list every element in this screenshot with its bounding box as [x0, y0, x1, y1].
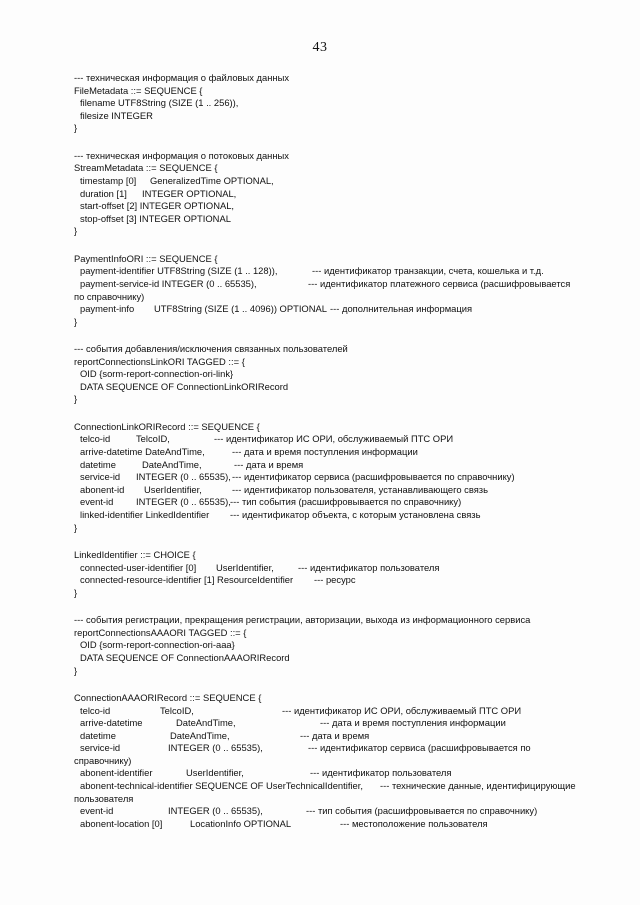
code-line: [74, 509, 594, 522]
code-text: service-id: [80, 471, 121, 483]
code-line: [74, 522, 594, 535]
code-line: [74, 421, 594, 434]
comment-text: --- идентификатор ИС ОРИ, обслуживаемый ПТС ОРИ: [282, 704, 522, 716]
comment-text: --- идентификатор сервиса (расшифровывается по справочнику): [232, 471, 515, 483]
comment-text: --- идентификатор платежного сервиса (расшифровывается: [308, 277, 571, 289]
code-text: TelcoID,: [160, 704, 194, 716]
comment-text: --- техническая информация о файловых данных: [74, 72, 290, 83]
code-text: DATA SEQUENCE OF ConnectionLinkORIRecord: [80, 380, 289, 392]
code-line: [74, 484, 594, 497]
comment-text: --- местоположение пользователя: [340, 817, 488, 829]
code-text: start-offset [2] INTEGER OPTIONAL,: [80, 200, 235, 212]
code-text: }: [74, 122, 78, 134]
code-text: }: [74, 664, 78, 676]
code-text: reportConnectionsLinkORI TAGGED ::= {: [74, 355, 245, 367]
code-line: [74, 446, 594, 459]
code-line: [74, 818, 594, 831]
code-line: [74, 755, 594, 768]
code-line: [74, 574, 594, 587]
code-text: datetime: [80, 729, 116, 741]
code-line: [74, 303, 594, 316]
code-text: PaymentInfoORI ::= SEQUENCE {: [74, 252, 218, 264]
code-line: [74, 496, 594, 509]
comment-text: --- тип события (расшифровывается по справочнику): [306, 805, 538, 817]
code-text: }: [74, 393, 78, 405]
block-gap: [74, 406, 594, 421]
code-line: [74, 85, 594, 98]
code-text: OID {sorm-report-connection-ori-aaa}: [80, 639, 235, 651]
comment-text: --- дата и время поступления информации: [320, 717, 506, 729]
comment-text: --- техническая информация о потоковых данных: [74, 149, 289, 161]
block-gap: [74, 677, 594, 692]
code-text: UserIdentifier,: [216, 561, 274, 573]
comment-text: --- дополнительная информация: [330, 303, 473, 315]
block-gap: [74, 238, 594, 253]
comment-text: --- идентификатор пользователя, устанавливающего связь: [232, 483, 488, 495]
code-text: timestamp [0]: [80, 174, 137, 186]
code-text: payment-info: [80, 303, 135, 315]
code-line: [74, 200, 594, 213]
code-line: [74, 717, 594, 730]
code-line: [74, 459, 594, 472]
code-text: datetime: [80, 458, 116, 470]
code-line: [74, 471, 594, 484]
code-text: service-id: [80, 742, 121, 754]
code-line: [74, 742, 594, 755]
code-line: [74, 562, 594, 575]
code-text: }: [74, 521, 78, 533]
code-text: StreamMetadata ::= SEQUENCE {: [74, 162, 218, 174]
code-line: [74, 793, 594, 806]
comment-text: --- технические данные, идентифицирующие: [380, 780, 576, 792]
code-line: [74, 110, 594, 123]
code-text: справочнику): [74, 754, 132, 766]
code-text: }: [74, 586, 78, 598]
code-line: [74, 316, 594, 329]
code-text: payment-service-id INTEGER (0 .. 65535),: [80, 277, 257, 289]
comment-text: --- тип события (расшифровывается по справочнику): [230, 496, 462, 508]
code-text: DateAndTime,: [170, 729, 230, 741]
code-line: [74, 265, 594, 278]
code-text: abonent-id: [80, 483, 125, 495]
code-line: [74, 253, 594, 266]
code-line: [74, 627, 594, 640]
code-text: INTEGER (0 .. 65535),: [168, 742, 263, 754]
code-text: telco-id: [80, 704, 111, 716]
code-text: LinkedIdentifier ::= CHOICE {: [74, 548, 196, 560]
code-line: [74, 639, 594, 652]
code-line: [74, 150, 594, 163]
comment-text: --- идентификатор объекта, с которым установлена связь: [230, 509, 481, 520]
code-line: [74, 780, 594, 793]
code-line: [74, 291, 594, 304]
code-text: OID {sorm-report-connection-ori-link}: [80, 368, 234, 380]
code-line: [74, 705, 594, 718]
code-text: filesize INTEGER: [80, 109, 153, 121]
comment-text: --- дата и время: [234, 458, 304, 470]
code-line: [74, 433, 594, 446]
code-line: [74, 225, 594, 238]
code-line: [74, 162, 594, 175]
code-line: [74, 343, 594, 356]
code-line: [74, 767, 594, 780]
code-line: [74, 805, 594, 818]
code-line: [74, 614, 594, 627]
block-gap: [74, 135, 594, 150]
code-text: DateAndTime,: [142, 458, 202, 470]
code-line: [74, 692, 594, 705]
comment-text: --- ресурс: [314, 574, 356, 586]
code-text: по справочнику): [74, 290, 145, 302]
comment-text: --- идентификатор транзакции, счета, кошелька и т.д.: [312, 265, 544, 277]
comment-text: --- события добавления/исключения связанных пользователей: [74, 343, 348, 355]
code-text: arrive-datetime DateAndTime,: [80, 446, 205, 458]
comment-text: --- дата и время: [300, 729, 370, 741]
comment-text: --- дата и время поступления информации: [232, 446, 418, 458]
comment-text: --- события регистрации, прекращения регистрации, авторизации, выхода из информационного сервиса: [74, 614, 531, 626]
code-line: [74, 72, 594, 85]
code-text: INTEGER (0 .. 65535),: [136, 496, 231, 508]
code-text: filename UTF8String (SIZE (1 .. 256)),: [80, 97, 239, 109]
code-text: пользователя: [74, 792, 134, 804]
code-line: [74, 549, 594, 562]
page-number: 43: [312, 40, 328, 55]
code-line: [74, 97, 594, 110]
code-line: [74, 213, 594, 226]
code-text: DateAndTime,: [176, 717, 236, 729]
code-line: [74, 356, 594, 369]
code-text: }: [74, 315, 78, 327]
code-text: FileMetadata ::= SEQUENCE {: [74, 84, 203, 96]
code-line: [74, 278, 594, 291]
code-text: reportConnectionsAAAORI TAGGED ::= {: [74, 626, 247, 638]
code-text: TelcoID,: [136, 433, 170, 445]
code-text: connected-user-identifier [0]: [80, 561, 197, 573]
comment-text: --- идентификатор пользователя: [310, 767, 452, 779]
code-text: abonent-technical-identifier SEQUENCE OF UserTechnicalIdentifier,: [80, 780, 363, 792]
code-text: abonent-location [0]: [80, 817, 163, 829]
code-line: [74, 175, 594, 188]
code-text: linked-identifier LinkedIdentifier: [80, 509, 210, 520]
code-text: LocationInfo OPTIONAL: [190, 817, 292, 829]
code-line: [74, 730, 594, 743]
code-line: [74, 188, 594, 201]
code-line: [74, 381, 594, 394]
code-text: abonent-identifier: [80, 767, 153, 779]
code-text: stop-offset [3] INTEGER OPTIONAL: [80, 212, 231, 224]
comment-text: --- идентификатор сервиса (расшифровывается по: [308, 742, 531, 754]
code-text: event-id: [80, 805, 114, 817]
code-text: duration [1]: [80, 187, 127, 199]
code-line: [74, 122, 594, 135]
code-text: UserIdentifier,: [144, 483, 202, 495]
code-text: UTF8String (SIZE (1 .. 4096)) OPTIONAL: [154, 303, 327, 315]
block-gap: [74, 534, 594, 549]
asn1-listing: [74, 72, 594, 830]
block-gap: [74, 328, 594, 343]
code-text: ConnectionLinkORIRecord ::= SEQUENCE {: [74, 420, 260, 432]
code-line: [74, 652, 594, 665]
code-text: INTEGER (0 .. 65535),: [168, 805, 263, 817]
code-text: }: [74, 225, 78, 237]
code-text: INTEGER (0 .. 65535),: [136, 471, 231, 483]
code-text: GeneralizedTime OPTIONAL,: [150, 174, 274, 186]
block-gap: [74, 599, 594, 614]
code-text: INTEGER OPTIONAL,: [142, 187, 237, 199]
code-text: connected-resource-identifier [1] ResourceIdentifier: [80, 574, 294, 586]
comment-text: --- идентификатор ИС ОРИ, обслуживаемый ПТС ОРИ: [214, 433, 454, 445]
code-line: [74, 368, 594, 381]
code-text: DATA SEQUENCE OF ConnectionAAAORIRecord: [80, 651, 290, 663]
code-text: telco-id: [80, 433, 111, 445]
comment-text: --- идентификатор пользователя: [298, 561, 440, 573]
code-text: payment-identifier UTF8String (SIZE (1 .. 128)),: [80, 265, 278, 277]
code-line: [74, 587, 594, 600]
code-line: [74, 665, 594, 678]
code-text: ConnectionAAAORIRecord ::= SEQUENCE {: [74, 691, 262, 703]
code-line: [74, 393, 594, 406]
code-text: UserIdentifier,: [186, 767, 244, 779]
code-text: arrive-datetime: [80, 717, 143, 729]
code-text: event-id: [80, 496, 114, 508]
